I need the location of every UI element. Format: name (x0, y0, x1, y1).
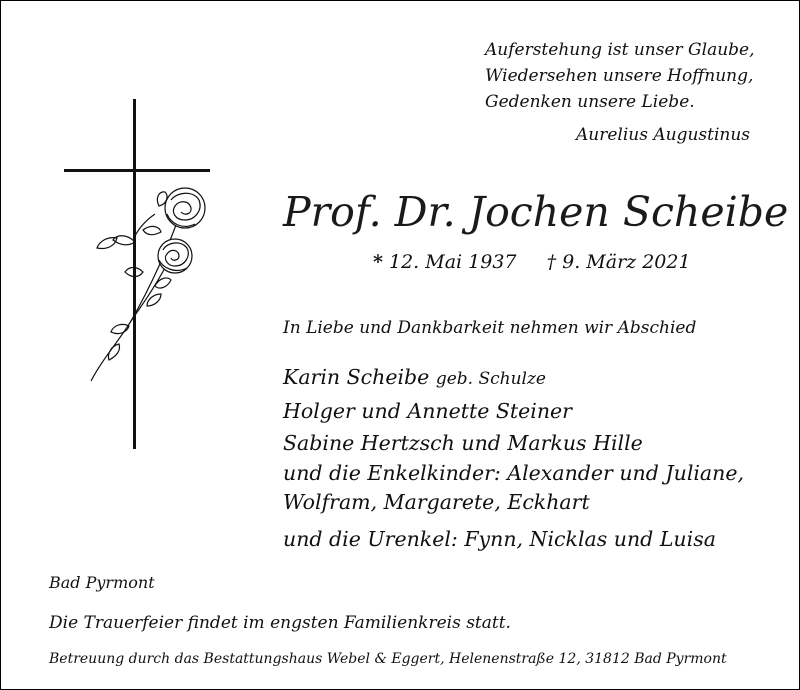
quote-line: Wiedersehen unsere Hoffnung, (485, 66, 754, 86)
life-dates (373, 251, 691, 273)
family-member-line: Sabine Hertzsch und Markus Hille (283, 431, 643, 455)
death-date: 9. März 2021 (562, 251, 691, 273)
grandchildren-line: und die Enkelkinder: Alexander und Juliane, (283, 461, 745, 485)
family-list (283, 361, 744, 555)
quote-line: Gedenken unsere Liebe. (485, 92, 695, 112)
family-member-line (283, 361, 744, 395)
rose-illustration (91, 188, 205, 381)
spouse-note: geb. Schulze (435, 369, 546, 389)
quote-author: Aurelius Augustinus (576, 125, 751, 145)
cross-icon (59, 96, 219, 456)
grandchildren-line: Wolfram, Margarete, Eckhart (283, 490, 590, 514)
died-symbol: † (546, 251, 557, 273)
born-symbol: * (373, 251, 383, 273)
grandchildren (283, 459, 744, 517)
quote (485, 37, 755, 115)
funeral-home-note: Betreuung durch das Bestattungshaus Webel & Eggert, Helenenstraße 12, 31812 Bad Pyrmont (49, 651, 727, 667)
great-grandchildren: und die Urenkel: Fynn, Nicklas und Luisa (283, 527, 716, 551)
deceased-name: Prof. Dr. Jochen Scheibe (283, 188, 789, 236)
birth-date: 12. Mai 1937 (388, 251, 517, 273)
place: Bad Pyrmont (49, 573, 155, 592)
spouse-name: Karin Scheibe (283, 365, 430, 389)
quote-line: Auferstehung ist unser Glaube, (485, 40, 755, 60)
farewell-intro: In Liebe und Dankbarkeit nehmen wir Abschied (283, 318, 697, 338)
family-member-line: Holger und Annette Steiner (283, 399, 572, 423)
ceremony-note: Die Trauerfeier findet im engsten Familienkreis statt. (49, 613, 511, 633)
